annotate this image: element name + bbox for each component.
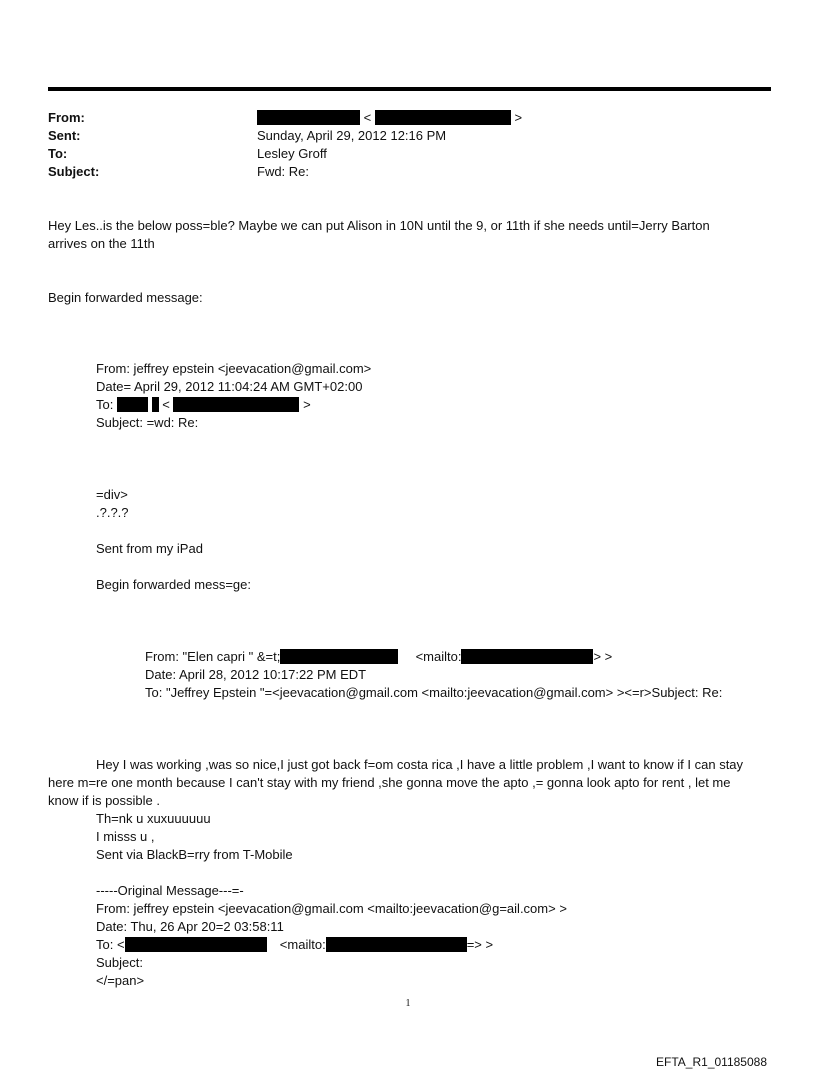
from-gt: > <box>514 110 523 125</box>
orig-to <box>96 936 493 953</box>
redaction-box <box>117 397 148 412</box>
fwd1-to-prefix: To: <box>96 397 114 412</box>
from-label: From: <box>48 110 85 125</box>
redaction-box <box>152 397 159 412</box>
orig-date: Date: Thu, 26 Apr 20=2 03:58:11 <box>96 919 284 934</box>
from-lt: < <box>363 110 372 125</box>
fwd1-dots: .?.?.? <box>96 505 129 520</box>
fwd2-to: To: "Jeffrey Epstein "=<jeevacation@gmail.com <mailto:jeevacation@gmail.com> ><=r>Subject: Re: <box>145 685 723 700</box>
fwd2-from-prefix: From: "Elen capri " &=t; <box>145 649 281 664</box>
sent-label: Sent: <box>48 128 81 143</box>
to-label: To: <box>48 146 68 161</box>
fwd1-to-lt: < <box>162 397 170 412</box>
intro-line-1: Hey Les..is the below poss=ble? Maybe we can put Alison in 10N until the 9, or 11th if she needs until=Jerry Barton <box>48 218 710 233</box>
begin-forwarded: Begin forwarded message: <box>48 290 203 305</box>
fwd2-from-end: > > <box>593 649 613 664</box>
fwd1-div: =div> <box>96 487 128 502</box>
orig-from: From: jeffrey epstein <jeevacation@gmail.com <mailto:jeevacation@g=ail.com> > <box>96 901 567 916</box>
orig-to-end: => > <box>466 937 494 952</box>
orig-to-mailto: <mailto: <box>279 937 326 952</box>
redaction-box <box>280 649 398 664</box>
fwd2-from <box>145 648 612 665</box>
fwd2-msg-line-3: know if is possible . <box>48 793 160 808</box>
to-value: Lesley Groff <box>257 146 327 161</box>
redaction-box <box>461 649 593 664</box>
redaction-box <box>375 110 511 125</box>
intro-line-2: arrives on the 11th <box>48 236 155 251</box>
subject-value: Fwd: Re: <box>257 164 310 179</box>
sent-value: Sunday, April 29, 2012 12:16 PM <box>257 128 447 143</box>
fwd1-subject: Subject: =wd: Re: <box>96 415 199 430</box>
fwd2-sent-via: Sent via BlackB=rry from T-Mobile <box>96 847 293 862</box>
redaction-box <box>173 397 299 412</box>
fwd1-begin: Begin forwarded mess=ge: <box>96 577 252 592</box>
orig-to-prefix: To: < <box>96 937 125 952</box>
subject-label: Subject: <box>48 164 100 179</box>
fwd1-date: Date= April 29, 2012 11:04:24 AM GMT+02:00 <box>96 379 363 394</box>
redaction-box <box>257 110 360 125</box>
fwd2-from-mailto: <mailto: <box>415 649 462 664</box>
header-rule <box>48 87 771 91</box>
fwd2-msg-line-2: here m=re one month because I can't stay with my friend ,she gonna move the apto ,= gonna look apto for rent , let me <box>48 775 731 790</box>
orig-subject: Subject: <box>96 955 143 970</box>
redaction-box <box>326 937 467 952</box>
fwd2-date: Date: April 28, 2012 10:17:22 PM EDT <box>145 667 367 682</box>
fwd1-to-gt: > <box>303 397 311 412</box>
page-number: 1 <box>405 998 411 1009</box>
fwd1-sent-from: Sent from my iPad <box>96 541 203 556</box>
fwd2-miss: I misss u , <box>96 829 155 844</box>
fwd1-from: From: jeffrey epstein <jeevacation@gmail.com> <box>96 361 372 376</box>
fwd2-thanks: Th=nk u xuxuuuuuu <box>96 811 211 826</box>
from-value <box>257 109 522 126</box>
fwd1-to <box>96 396 311 413</box>
bates-number: EFTA_R1_01185088 <box>656 1055 767 1069</box>
redaction-box <box>125 937 267 952</box>
fwd2-msg-line-1: Hey I was working ,was so nice,I just got back f=om costa rica ,I have a little problem ,I want to know if I can stay <box>96 757 744 772</box>
orig-divider: -----Original Message---=- <box>96 883 244 898</box>
orig-span-close: </=pan> <box>96 973 145 988</box>
